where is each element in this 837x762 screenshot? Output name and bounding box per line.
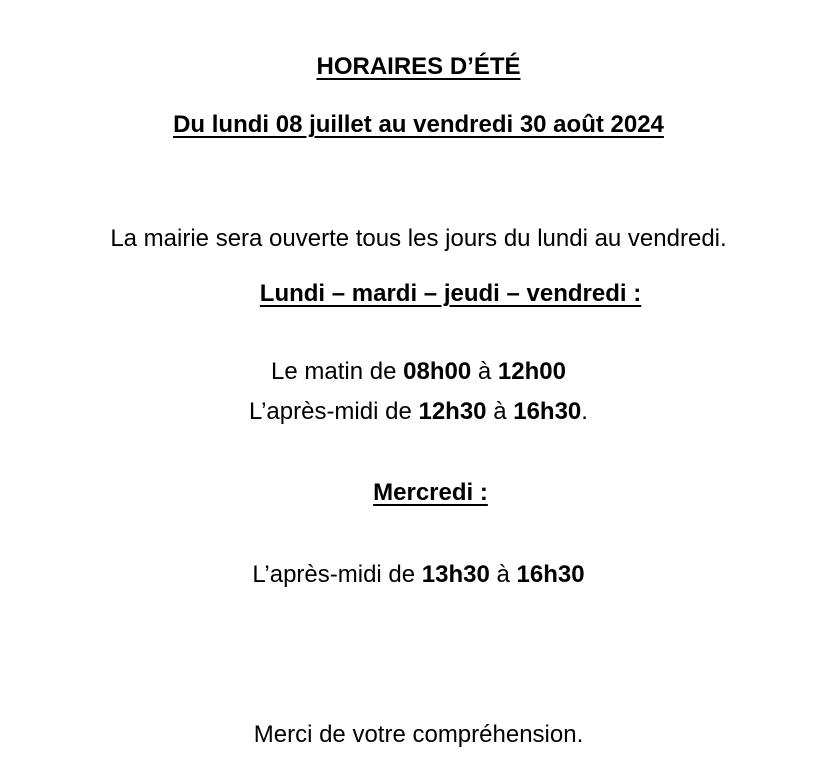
wed-afternoon-prefix: L’après-midi de (252, 561, 422, 588)
afternoon-end-time: 16h30 (513, 398, 582, 425)
document-title: HORAIRES D’ÉTÉ (316, 53, 521, 80)
wed-afternoon-start-time: 13h30 (421, 561, 490, 588)
morning-start-time: 08h00 (403, 358, 472, 385)
closing-line: Merci de votre compréhension. (253, 721, 584, 748)
wednesday-heading: Mercredi : (373, 479, 488, 506)
weekday-morning-hours (0, 357, 837, 387)
period-line: Du lundi 08 juillet au vendredi 30 août 2024 (173, 111, 664, 138)
afternoon-suffix: . (581, 398, 588, 425)
weekday-group-heading: Lundi – mardi – jeudi – vendredi : (259, 280, 642, 307)
wednesday-afternoon-hours (0, 560, 837, 590)
morning-joiner: à (471, 358, 498, 385)
afternoon-start-time: 12h30 (418, 398, 487, 425)
morning-prefix: Le matin de (271, 358, 404, 385)
afternoon-prefix: L’après-midi de (249, 398, 419, 425)
weekday-afternoon-hours (0, 397, 837, 427)
wed-afternoon-joiner: à (489, 561, 517, 588)
afternoon-joiner: à (486, 398, 514, 425)
morning-end-time: 12h00 (497, 358, 566, 385)
wed-afternoon-end-time: 16h30 (516, 561, 585, 588)
intro-line: La mairie sera ouverte tous les jours du lundi au vendredi. (110, 225, 727, 252)
